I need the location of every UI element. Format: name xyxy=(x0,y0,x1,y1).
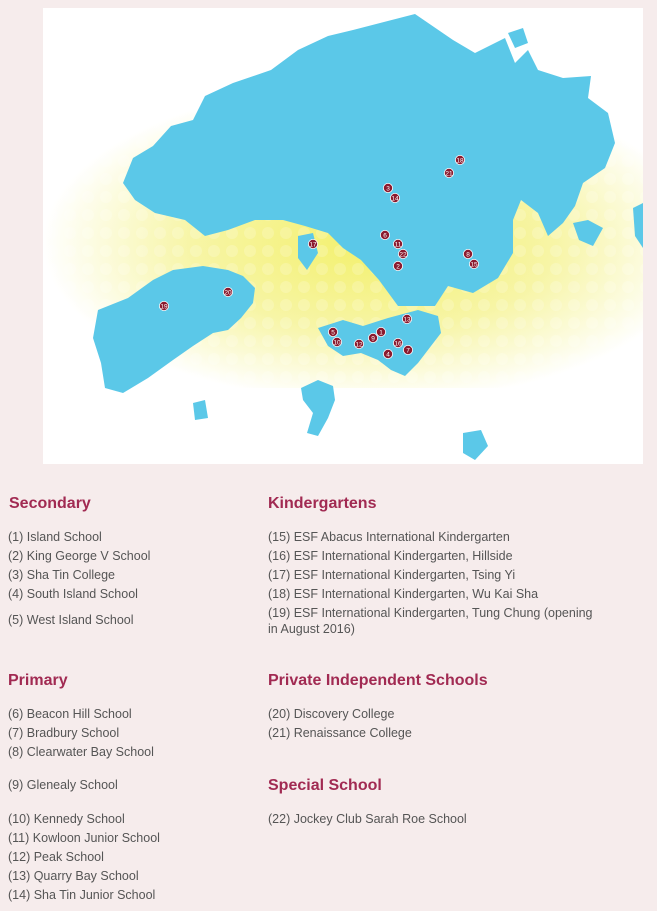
kindergarten-item: (17) ESF International Kindergarten, Tsing Yi xyxy=(268,568,516,582)
hong-kong-map xyxy=(43,8,643,464)
primary-item: (9) Glenealy School xyxy=(8,778,118,792)
map-marker-label: 19 xyxy=(160,303,168,311)
primary-item: (10) Kennedy School xyxy=(8,812,125,826)
secondary-item: (1) Island School xyxy=(8,530,102,544)
secondary-heading: Secondary xyxy=(9,495,91,512)
secondary-item: (5) West Island School xyxy=(8,613,134,627)
map-marker-label: 4 xyxy=(386,351,390,359)
north-islet xyxy=(508,28,528,48)
private-item: (20) Discovery College xyxy=(268,707,395,721)
map-marker-label: 8 xyxy=(466,251,470,259)
map-marker-label: 10 xyxy=(333,339,341,347)
map-marker-label: 18 xyxy=(456,157,464,165)
map-marker-label: 22 xyxy=(399,251,407,259)
special-item: (22) Jockey Club Sarah Roe School xyxy=(268,812,467,826)
map-marker-label: 6 xyxy=(383,232,387,240)
kindergarten-item: (15) ESF Abacus International Kindergarten xyxy=(268,530,510,544)
map-marker-label: 2 xyxy=(396,263,400,271)
map-marker-label: 15 xyxy=(470,261,478,269)
map-marker-label: 11 xyxy=(394,241,402,249)
map-marker-label: 3 xyxy=(386,185,390,193)
map-marker-label: 7 xyxy=(406,347,410,355)
map-marker-label: 16 xyxy=(394,340,402,348)
primary-item: (11) Kowloon Junior School xyxy=(8,831,160,845)
map-marker-label: 17 xyxy=(309,241,317,249)
kindergarten-item: (19) ESF International Kindergarten, Tung Chung (opening in August 2016) xyxy=(268,606,593,636)
map-marker-label: 13 xyxy=(403,316,411,324)
south-island xyxy=(463,430,488,460)
private-heading: Private Independent Schools xyxy=(268,672,488,689)
map-marker-label: 20 xyxy=(224,289,232,297)
private-item: (21) Renaissance College xyxy=(268,726,412,740)
map-marker-label: 1 xyxy=(379,329,383,337)
map-marker-label: 12 xyxy=(355,341,363,349)
primary-item: (6) Beacon Hill School xyxy=(8,707,132,721)
map-marker-label: 5 xyxy=(331,329,335,337)
primary-item: (7) Bradbury School xyxy=(8,726,120,740)
map-svg xyxy=(43,8,643,464)
primary-item: (13) Quarry Bay School xyxy=(8,869,139,883)
kindergarten-item: (16) ESF International Kindergarten, Hillside xyxy=(268,549,513,563)
secondary-item: (4) South Island School xyxy=(8,587,138,601)
primary-item: (14) Sha Tin Junior School xyxy=(8,888,156,902)
map-marker-label: 21 xyxy=(445,170,453,178)
map-marker-label: 14 xyxy=(391,195,399,203)
west-islet xyxy=(193,400,208,420)
kindergartens-heading: Kindergartens xyxy=(268,495,377,512)
secondary-item: (3) Sha Tin College xyxy=(8,568,116,582)
map-marker-label: 9 xyxy=(371,335,375,343)
kindergarten-item: (18) ESF International Kindergarten, Wu Kai Sha xyxy=(268,587,539,601)
special-heading: Special School xyxy=(268,777,382,794)
secondary-item: (2) King George V School xyxy=(8,549,151,563)
primary-item: (12) Peak School xyxy=(8,850,104,864)
primary-heading: Primary xyxy=(8,672,68,689)
lamma-island xyxy=(301,380,335,436)
primary-item: (8) Clearwater Bay School xyxy=(8,745,154,759)
